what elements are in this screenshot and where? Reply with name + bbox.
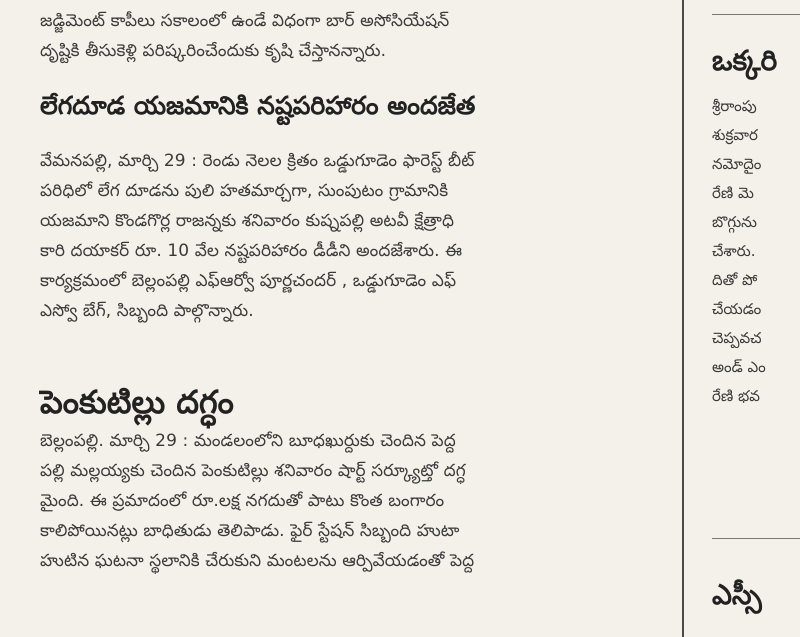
calf-compensation-headline: లేగదూడ యజమానికి నష్టపరిహారం అందజేత [40, 91, 476, 120]
side-rule-bottom [712, 538, 800, 539]
side-headline: ఒక్కరి [712, 44, 778, 77]
text-line: పల్లి మల్లయ్యకు చెందిన పెంకుటిల్లు శనివారం షార్ట్ సర్క్యూట్తో దగ్ధ [40, 461, 466, 481]
column-divider [682, 0, 684, 637]
side-headline-2: ఎస్సీ [712, 578, 762, 611]
text-line: నమోదైం [712, 155, 762, 173]
text-line: రేణి భవ [712, 387, 760, 405]
side-text [712, 92, 766, 411]
text-line: పరిధిలో లేగ దూడను పులి హతమార్చగా, సుంపుటం గ్రామానికి [40, 181, 449, 201]
text-line: హుటిన ఘటనా స్థలానికి చేరుకుని మంటలను ఆర్పివేయడంతో పెద్ద [40, 551, 475, 571]
calf-compensation-text [40, 146, 665, 326]
text-line: శ్రీరాంపు [712, 97, 757, 115]
text-line: మైంది. ఈ ప్రమాదంలో రూ.లక్ష నగదుతో పాటు కొంత బంగారం [40, 491, 445, 511]
text-line: కార్యక్రమంలో బెల్లంపల్లి ఎఫ్ఆర్వో పూర్ణచందర్ , ఒడ్డుగూడెం ఎఫ్ [40, 271, 457, 291]
text-line: అండ్ ఎం [712, 358, 766, 376]
text-line: కాలిపోయినట్లు బాధితుడు తెలిపాడు. ఫైర్ స్టేషన్ సిబ్బంది హుటా [40, 521, 460, 541]
text-line: దృష్టికి తీసుకెళ్లి పరిష్కరించేందుకు కృషి చేస్తానన్నారు. [40, 41, 387, 61]
text-line: చేయడం [712, 300, 762, 318]
text-line: దితో పో [712, 271, 758, 289]
hut-fire-headline: పెంకుటిల్లు దగ్ధం [40, 383, 234, 421]
text-line: చేశారు. [712, 242, 756, 260]
text-line: చెప్పవచ [712, 329, 762, 347]
text-line: బెల్లంపల్లి. మార్చి 29 : మండలంలోని బూధఖుర్దుకు చెందిన పెద్ద [40, 431, 456, 451]
text-line: బొగ్గును [712, 213, 757, 231]
text-line: వేమనపల్లి, మార్చి 29 : రెండు నెలల క్రితం ఒడ్డుగూడెం ఫారెస్ట్ బీట్ [40, 151, 475, 171]
side-rule-top [712, 14, 800, 15]
side-column [700, 0, 800, 637]
text-line: జడ్జిమెంట్ కాపీలు సకాలంలో ఉండే విధంగా బార్ అసోసియేషన్ [40, 11, 450, 31]
text-line: శుక్రవార [712, 126, 758, 144]
text-line: ఎస్వో బేగ్, సిబ్బంది పాల్గొన్నారు. [40, 301, 254, 321]
hut-fire-text [40, 426, 665, 576]
text-line: రేణి మె [712, 184, 754, 202]
text-line: యజమాని కొండగొర్ల రాజన్నకు శనివారం కుష్నపల్లి అటవీ క్షేత్రాధి [40, 211, 455, 231]
text-line: కారి దయాకర్ రూ. 10 వేల నష్టపరిహారం డీడీని అందజేశారు. ఈ [40, 241, 463, 261]
article-top-text [40, 6, 665, 66]
